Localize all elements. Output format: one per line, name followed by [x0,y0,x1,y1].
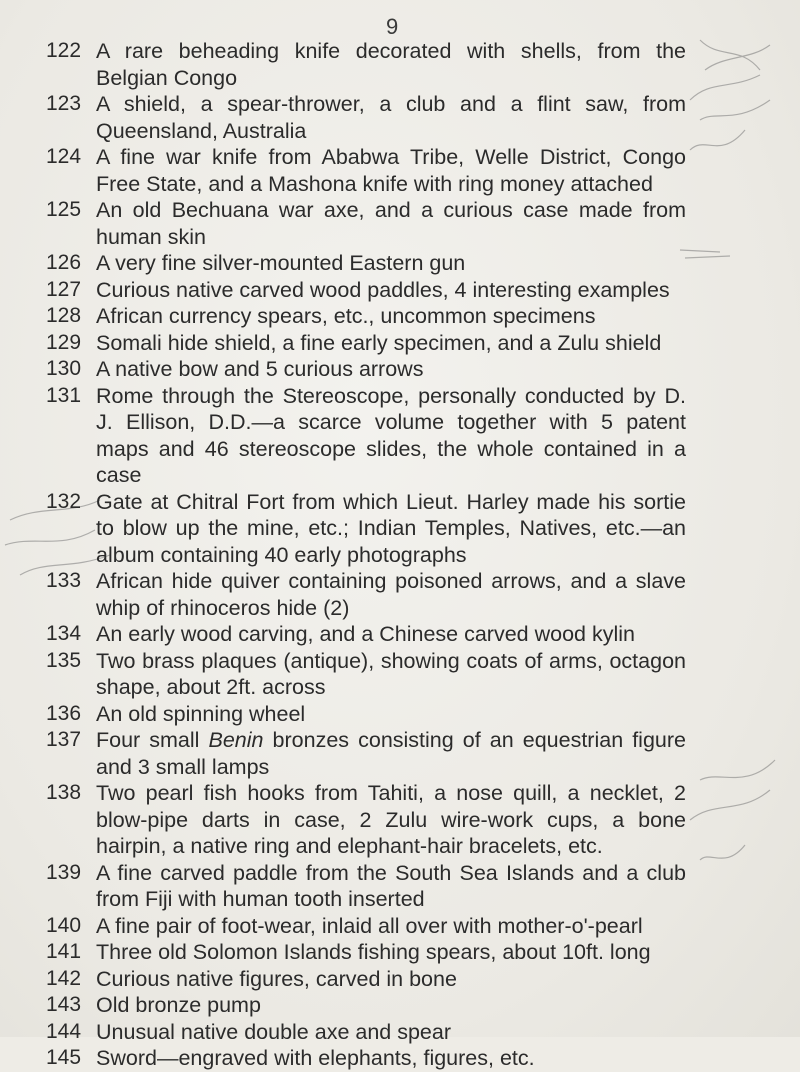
lot-number: 131 [46,383,82,407]
lot-item [46,648,686,701]
lot-number: 143 [46,993,82,1016]
lot-list [46,38,686,1072]
lot-number: 128 [46,304,82,327]
lot-item [46,701,686,728]
lot-number: 140 [46,913,82,937]
lot-item [46,383,686,489]
lot-number: 126 [46,251,82,274]
lot-item [46,250,686,277]
lot-description: Three old Solomon Islands fishing spears, about 10ft. long [96,940,651,964]
lot-item [46,727,686,780]
lot-item [46,303,686,330]
lot-item [46,1045,686,1072]
lot-description: A native bow and 5 curious arrows [96,357,424,381]
lot-item [46,1019,686,1046]
lot-number: 124 [46,145,82,168]
lot-number: 125 [46,198,82,221]
lot-number: 142 [46,966,82,990]
lot-item [46,621,686,648]
lot-description: Somali hide shield, a fine early specimen, and a Zulu shield [96,330,662,355]
lot-description: Rome through the Stereoscope, personally conducted by D. J. Ellison, D.D.—a scarce volume together with 5 patent maps and 46 stereoscope slides, the whole contained in a case [96,383,686,487]
lot-text-before: Four small [96,728,209,752]
lot-item [46,489,686,569]
lot-item [46,38,686,91]
lot-number: 144 [46,1019,82,1043]
lot-item [46,780,686,860]
lot-description: A shield, a spear-thrower, a club and a flint saw, from Queensland, Australia [96,92,686,143]
lot-description: A rare beheading knife decorated with shells, from the Belgian Congo [96,39,686,90]
lot-number: 122 [46,39,82,62]
lot-item [46,939,686,966]
lot-number: 130 [46,357,82,380]
lot-item [46,330,686,357]
lot-item [46,356,686,383]
lot-number: 123 [46,92,82,115]
lot-description: A fine pair of foot-wear, inlaid all over with mother-o'-pearl [96,913,643,938]
lot-item [46,91,686,144]
lot-description: Curious native carved wood paddles, 4 interesting examples [96,277,670,302]
page-number: 9 [386,14,399,39]
lot-item [46,966,686,993]
lot-description: Sword—engraved with elephants, figures, etc. [96,1046,535,1070]
lot-description: Two brass plaques (antique), showing coats of arms, octagon shape, about 2ft. across [96,648,686,699]
lot-description: Old bronze pump [96,993,261,1017]
lot-number: 145 [46,1046,82,1069]
lot-description: African currency spears, etc., uncommon specimens [96,304,596,328]
lot-item [46,992,686,1019]
lot-description: Two pearl fish hooks from Tahiti, a nose quill, a necklet, 2 blow-pipe darts in case, 2 Zulu wire-work cups, a bone hairpin, a native ring and elephant-hair bracelets, etc. [96,781,686,858]
lot-item [46,913,686,940]
lot-description: An early wood carving, and a Chinese carved wood kylin [96,622,635,646]
lot-number: 132 [46,489,82,513]
lot-number: 135 [46,648,82,672]
lot-item [46,144,686,197]
lot-item [46,860,686,913]
lot-number: 139 [46,860,82,884]
lot-text-italic: Benin [208,728,264,752]
lot-number: 133 [46,569,82,592]
lot-description: An old Bechuana war axe, and a curious case made from human skin [96,198,686,249]
lot-description: African hide quiver containing poisoned arrows, and a slave whip of rhinoceros hide (2) [96,569,686,620]
lot-number: 136 [46,701,82,725]
lot-description: Unusual native double axe and spear [96,1019,452,1044]
lot-description [96,727,686,780]
lot-number: 138 [46,781,82,804]
lot-description: Curious native figures, carved in bone [96,966,457,991]
lot-number: 141 [46,940,82,963]
lot-description: An old spinning wheel [96,701,306,726]
lot-description: A fine war knife from Ababwa Tribe, Welle District, Congo Free State, and a Mashona knife with ring money attached [96,145,686,196]
lot-description: A fine carved paddle from the South Sea Islands and a club from Fiji with human tooth inserted [96,860,686,911]
lot-number: 129 [46,330,82,354]
lot-item [46,277,686,304]
lot-item [46,197,686,250]
lot-number: 134 [46,622,82,645]
lot-description: Gate at Chitral Fort from which Lieut. Harley made his sortie to blow up the mine, etc.; Indian Temples, Natives, etc.—an album containing 40 early photographs [96,489,686,567]
lot-description: A very fine silver-mounted Eastern gun [96,251,466,275]
lot-item [46,568,686,621]
lot-text-after: bronzes consisting of an equestrian figure and 3 small lamps [96,728,686,779]
lot-number: 137 [46,728,82,751]
lot-number: 127 [46,277,82,301]
